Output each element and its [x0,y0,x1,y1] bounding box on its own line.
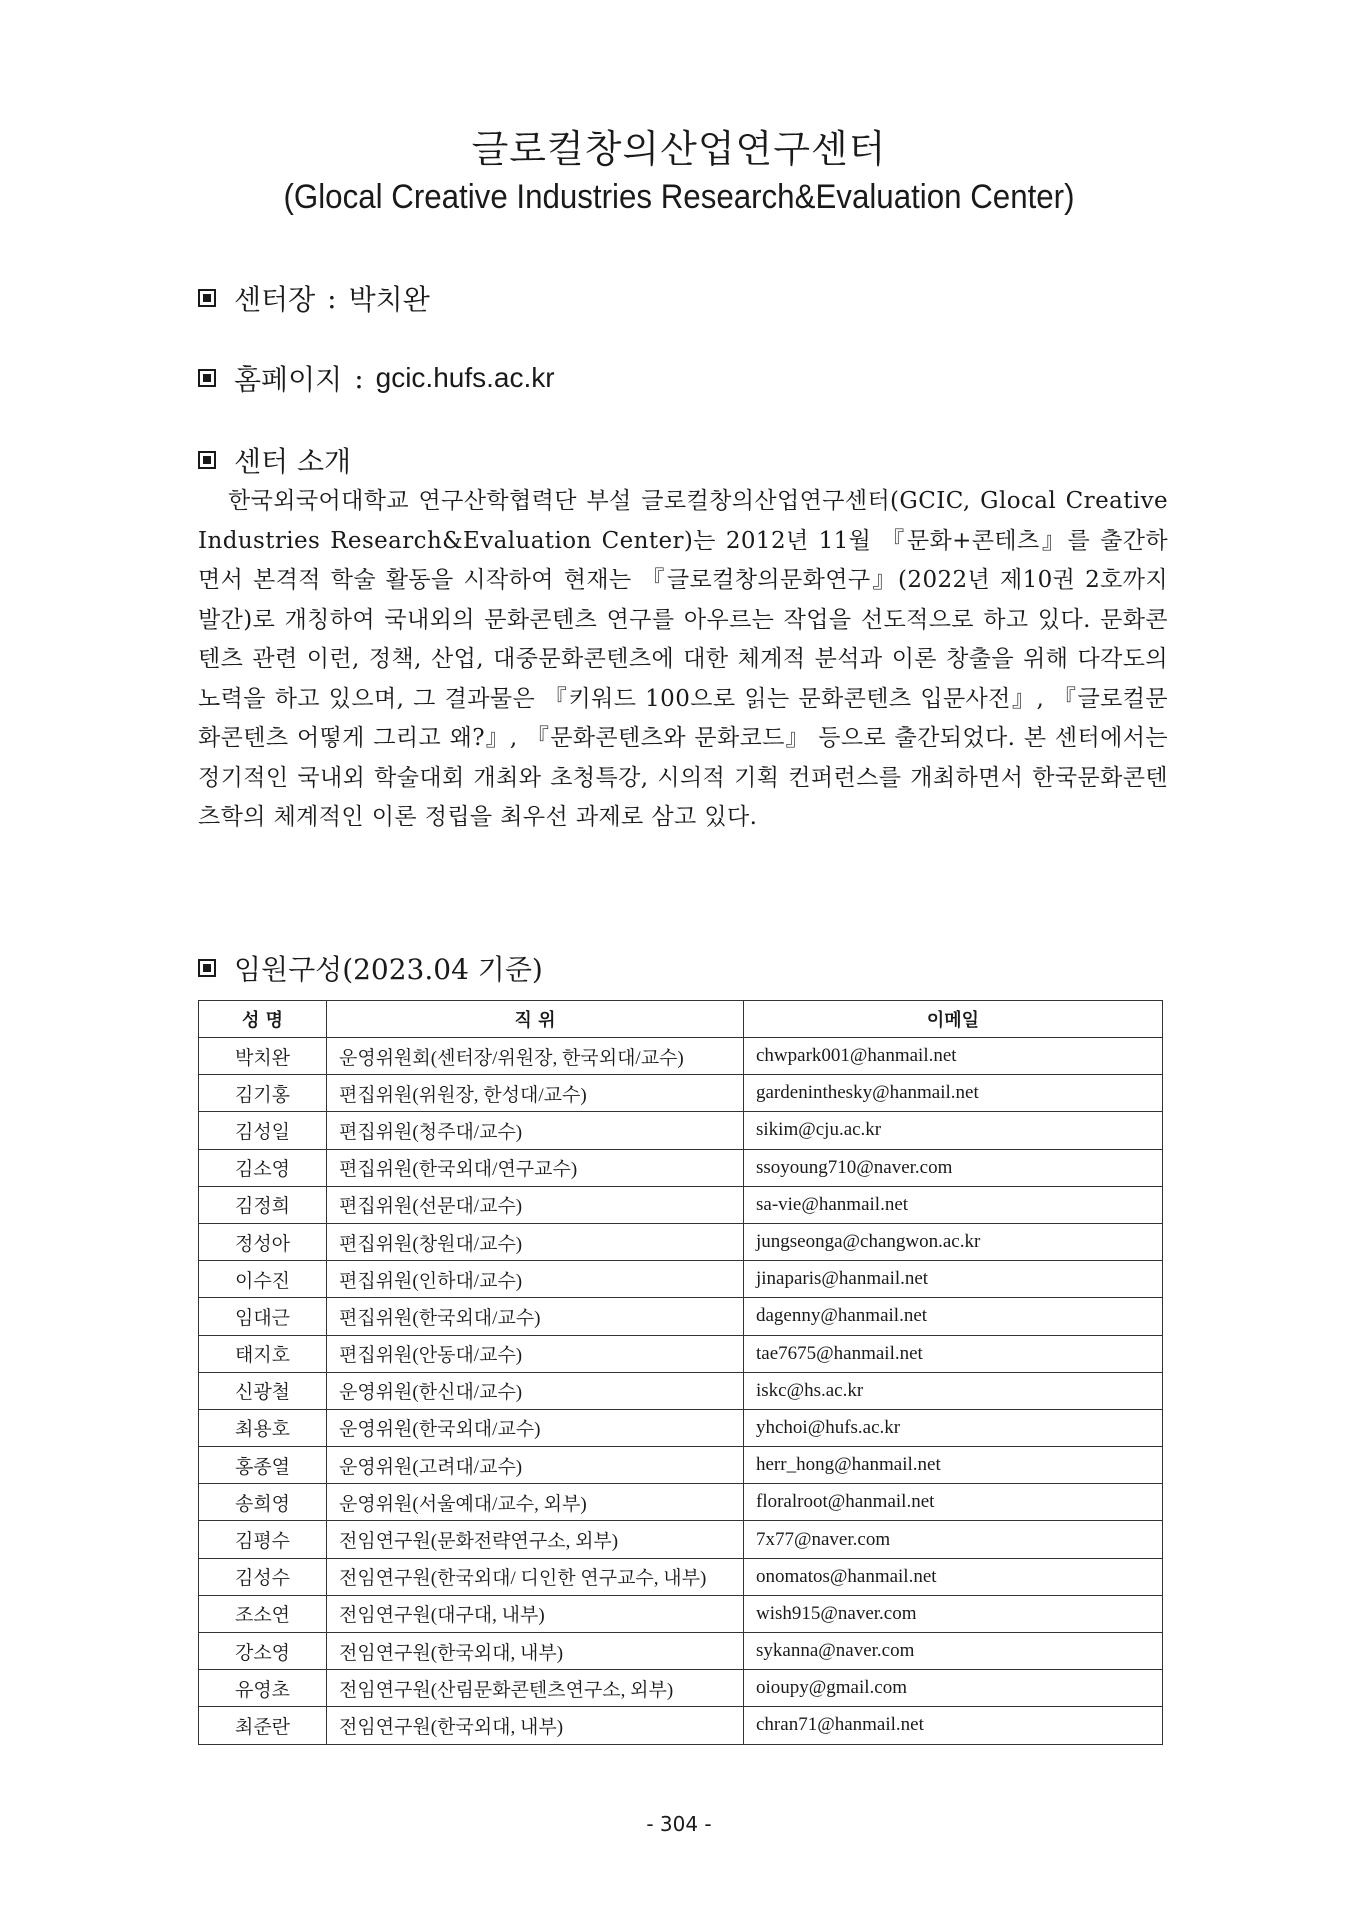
homepage-separator: : [354,361,364,395]
cell-position: 편집위원(위원장, 한성대/교수) [327,1075,744,1112]
director-name: 박치완 [348,283,430,316]
table-row [199,1595,1163,1632]
cell-position: 운영위원(한국외대/교수) [327,1409,744,1446]
homepage-label: 홈페이지 [234,363,343,396]
square-bullet-icon [198,451,216,469]
cell-email[interactable]: floralroot@hanmail.net [744,1484,1163,1521]
cell-position: 운영위원(고려대/교수) [327,1447,744,1484]
cell-name: 신광철 [199,1372,327,1409]
table-row [199,1223,1163,1260]
cell-position: 운영위원회(센터장/위원장, 한국외대/교수) [327,1038,744,1075]
cell-email[interactable]: gardeninthesky@hanmail.net [744,1075,1163,1112]
cell-name: 강소영 [199,1633,327,1670]
cell-name: 임대근 [199,1298,327,1335]
intro-paragraph: 한국외국어대학교 연구산학협력단 부설 글로컬창의산업연구센터(GCIC, Glocal Creative Industries Research&Evaluation Center)는 2012년 11월 『문화+콘테츠』를 출간하면서 본격적 학술 활동을 시작하여 현재는 『글로컬창의문화연구』(2022년 제10권 2호까지 발간)로 개칭하여 국내외의 문화콘텐츠 연구를 아우르는 작업을 선도적으로 하고 있다. 문화콘텐츠 관련 이런, 정책, 산업, 대중문화콘텐츠에 대한 체계적 분석과 이론 창출을 위해 다각도의 노력을 하고 있으며, 그 결과물은 『키워드 100으로 읽는 문화콘텐츠 입문사전』, 『글로컬문화콘텐츠 어떻게 그리고 왜?』, 『문화콘텐츠와 문화코드』 등으로 출간되었다. 본 센터에서는 정기적인 국내외 학술대회 개최와 초청특강, 시의적 기획 컨퍼런스를 개최하면서 한국문화콘텐츠학의 체계적인 이론 정립을 최우선 과제로 삼고 있다. [198,488,1168,830]
table-row [199,1261,1163,1298]
table-row [199,1484,1163,1521]
cell-email[interactable]: 7x77@naver.com [744,1521,1163,1558]
homepage-url[interactable]: gcic.hufs.ac.kr [375,362,555,393]
cell-name: 태지호 [199,1335,327,1372]
cell-email[interactable]: oioupy@gmail.com [744,1670,1163,1707]
cell-name: 조소연 [199,1595,327,1632]
cell-position: 편집위원(한국외대/연구교수) [327,1149,744,1186]
cell-position: 전임연구원(한국외대, 내부) [327,1633,744,1670]
cell-email[interactable]: dagenny@hanmail.net [744,1298,1163,1335]
cell-email[interactable]: jungseonga@changwon.ac.kr [744,1223,1163,1260]
staff-heading [198,948,543,988]
cell-email[interactable]: herr_hong@hanmail.net [744,1447,1163,1484]
director-line [198,278,430,318]
column-header-email: 이메일 [744,1001,1163,1038]
cell-email[interactable]: jinaparis@hanmail.net [744,1261,1163,1298]
square-bullet-icon [198,959,216,977]
homepage-line [198,358,555,398]
staff-table [198,1000,1163,1745]
table-header-row [199,1001,1163,1038]
cell-email[interactable]: sikim@cju.ac.kr [744,1112,1163,1149]
cell-name: 유영초 [199,1670,327,1707]
cell-position: 전임연구원(문화전략연구소, 외부) [327,1521,744,1558]
cell-email[interactable]: chwpark001@hanmail.net [744,1038,1163,1075]
table-row [199,1670,1163,1707]
cell-position: 운영위원(한신대/교수) [327,1372,744,1409]
column-header-position: 직 위 [327,1001,744,1038]
cell-email[interactable]: ssoyoung710@naver.com [744,1149,1163,1186]
cell-name: 정성아 [199,1223,327,1260]
cell-email[interactable]: iskc@hs.ac.kr [744,1372,1163,1409]
cell-position: 전임연구원(대구대, 내부) [327,1595,744,1632]
cell-name: 김성수 [199,1558,327,1595]
table-row [199,1447,1163,1484]
table-row [199,1075,1163,1112]
cell-position: 편집위원(안동대/교수) [327,1335,744,1372]
director-separator: : [327,281,337,315]
cell-position: 운영위원(서울예대/교수, 외부) [327,1484,744,1521]
cell-name: 송희영 [199,1484,327,1521]
cell-position: 편집위원(선문대/교수) [327,1186,744,1223]
cell-position: 전임연구원(한국외대/ 디인한 연구교수, 내부) [327,1558,744,1595]
intro-heading-text: 센터 소개 [234,445,352,478]
cell-name: 김소영 [199,1149,327,1186]
table-row [199,1372,1163,1409]
square-bullet-icon [198,289,216,307]
cell-name: 이수진 [199,1261,327,1298]
cell-email[interactable]: yhchoi@hufs.ac.kr [744,1409,1163,1446]
cell-position: 전임연구원(한국외대, 내부) [327,1707,744,1744]
table-row [199,1298,1163,1335]
cell-position: 편집위원(한국외대/교수) [327,1298,744,1335]
square-bullet-icon [198,369,216,387]
page-subtitle: (Glocal Creative Industries Research&Evaluation Center) [283,178,1075,216]
intro-heading [198,440,351,480]
cell-position: 편집위원(인하대/교수) [327,1261,744,1298]
column-header-name: 성 명 [199,1001,327,1038]
table-row [199,1149,1163,1186]
cell-name: 최준란 [199,1707,327,1744]
cell-position: 전임연구원(산림문화콘텐츠연구소, 외부) [327,1670,744,1707]
table-row [199,1409,1163,1446]
staff-heading-text: 임원구성(2023.04 기준) [234,953,543,986]
page-title: 글로컬창의산업연구센터 [471,127,887,171]
cell-position: 편집위원(창원대/교수) [327,1223,744,1260]
director-label: 센터장 [234,283,316,316]
cell-email[interactable]: sa-vie@hanmail.net [744,1186,1163,1223]
cell-name: 최용호 [199,1409,327,1446]
table-row [199,1186,1163,1223]
cell-name: 홍종열 [199,1447,327,1484]
cell-email[interactable]: tae7675@hanmail.net [744,1335,1163,1372]
cell-email[interactable]: onomatos@hanmail.net [744,1558,1163,1595]
cell-email[interactable]: wish915@naver.com [744,1595,1163,1632]
table-row [199,1112,1163,1149]
cell-name: 김성일 [199,1112,327,1149]
cell-email[interactable]: sykanna@naver.com [744,1633,1163,1670]
table-row [199,1038,1163,1075]
cell-name: 김정희 [199,1186,327,1223]
cell-name: 김평수 [199,1521,327,1558]
cell-position: 편집위원(청주대/교수) [327,1112,744,1149]
table-row [199,1558,1163,1595]
table-row [199,1521,1163,1558]
table-row [199,1707,1163,1744]
table-row [199,1335,1163,1372]
cell-name: 김기홍 [199,1075,327,1112]
cell-name: 박치완 [199,1038,327,1075]
page-number: - 304 - [646,1812,712,1836]
cell-email[interactable]: chran71@hanmail.net [744,1707,1163,1744]
table-row [199,1633,1163,1670]
